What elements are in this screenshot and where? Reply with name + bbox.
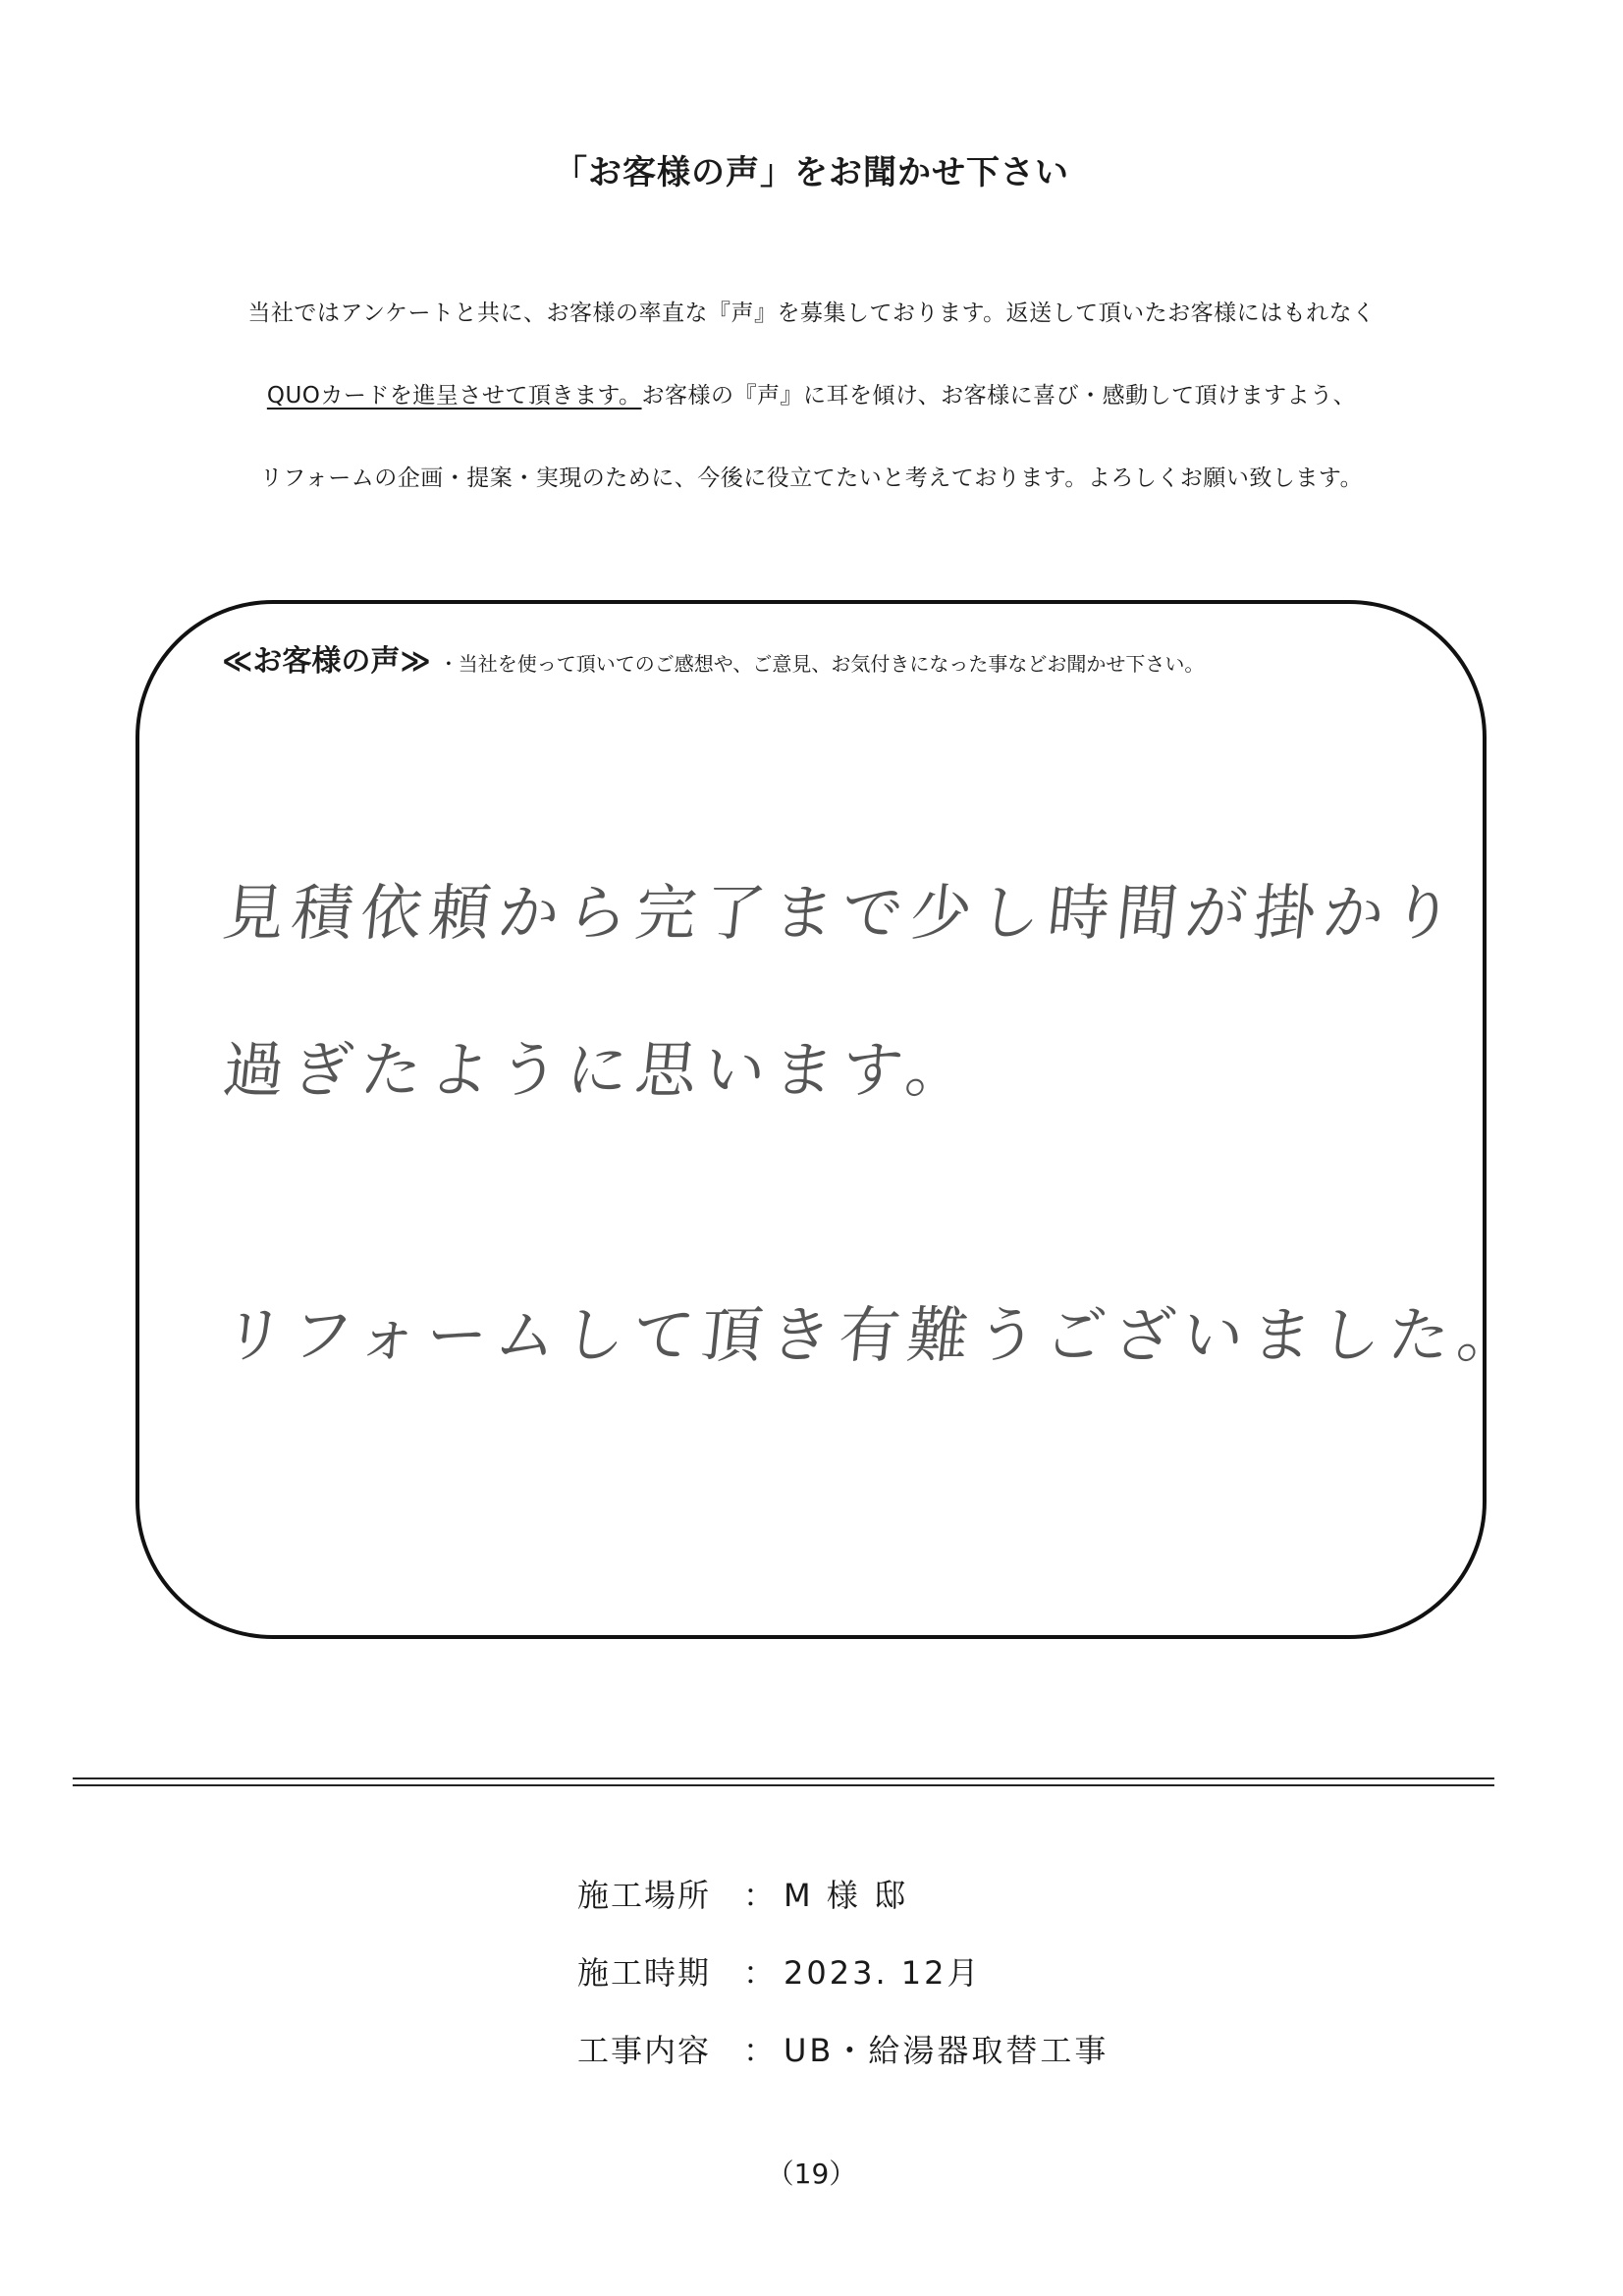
detail-value: M 様 邸	[784, 1877, 908, 1914]
detail-separator: ：	[742, 1954, 775, 1992]
intro-line-3: リフォームの企画・提案・実現のために、今後に役立てたいと考えております。よろしくお願い致します。	[259, 465, 1364, 491]
customer-voice-box	[135, 600, 1487, 1639]
customer-voice-instruction: ・当社を使って頂いてのご感想や、ご意見、お気付きになった事などお聞かせ下さい。	[438, 652, 1205, 676]
intro-line-2	[0, 377, 1623, 410]
customer-voice-header	[222, 636, 1204, 680]
detail-label: 施工時期	[577, 1954, 712, 1992]
divider-line	[73, 1784, 1494, 1786]
handwritten-comment-line: リフォームして頂き有難うございました。	[219, 1299, 1531, 1371]
detail-value: 2023. 12月	[784, 1954, 982, 1992]
page-number: （19）	[766, 2158, 857, 2190]
detail-label: 施工場所	[577, 1877, 712, 1914]
intro-line-2-rest: お客様の『声』に耳を傾け、お客様に喜び・感動して頂けますよう、	[641, 383, 1357, 409]
detail-separator: ：	[742, 1877, 775, 1914]
handwritten-comment-line: 過ぎたように思います。	[219, 1034, 979, 1106]
detail-row-work	[577, 2026, 1109, 2104]
divider-line	[73, 1777, 1494, 1779]
detail-row-period	[577, 1948, 1109, 2026]
handwritten-comment-line: 見積依頼から完了まで少し時間が掛かり	[219, 877, 1465, 949]
quo-card-offer: QUOカードを進呈させて頂きます。	[266, 383, 642, 409]
detail-separator: ：	[742, 2032, 775, 2069]
project-details	[577, 1871, 1109, 2104]
customer-voice-label: ≪お客様の声≫	[222, 644, 431, 679]
detail-value: UB・給湯器取替工事	[784, 2032, 1109, 2069]
page-title: 「お客様の声」をお聞かせ下さい	[554, 153, 1069, 192]
intro-line-1: 当社ではアンケートと共に、お客様の率直な『声』を募集しております。返送して頂いたお客様にはもれなく	[247, 301, 1376, 326]
detail-label: 工事内容	[577, 2032, 712, 2069]
detail-row-location	[577, 1871, 1109, 1948]
